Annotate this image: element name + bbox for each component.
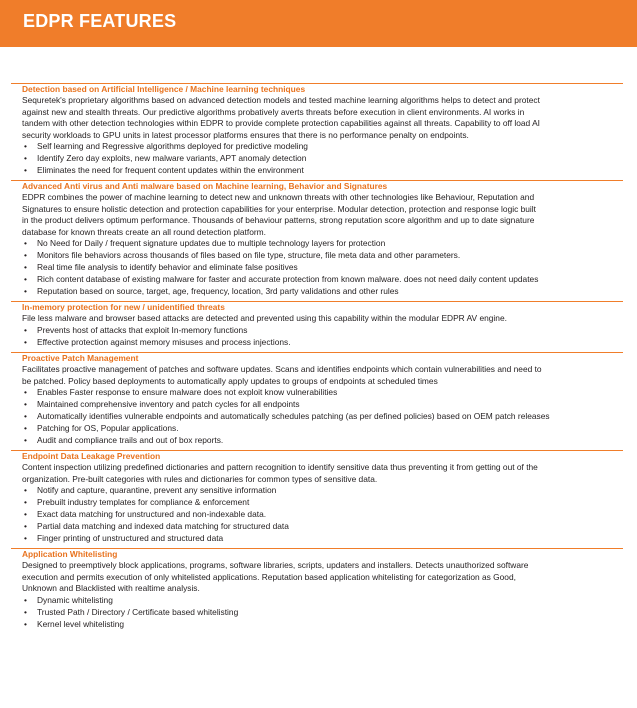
bullet-icon: • — [24, 422, 27, 433]
feature-section — [11, 450, 623, 544]
list-item — [22, 141, 623, 153]
bullet-text: Exact data matching for unstructured and non-indexable data. — [37, 509, 267, 520]
bullet-icon: • — [24, 520, 27, 531]
list-item — [22, 238, 623, 250]
bullet-icon: • — [24, 399, 27, 410]
list-item — [22, 521, 623, 533]
bullet-list — [22, 238, 623, 297]
bullet-icon: • — [24, 324, 27, 335]
bullet-text: Automatically identifies vulnerable endpoints and automatically schedules patching (as per defined policies) based on OEM patch releases — [37, 411, 550, 422]
bullet-icon: • — [24, 618, 27, 629]
section-title: Proactive Patch Management — [22, 353, 139, 364]
section-divider — [11, 548, 623, 549]
list-item — [22, 337, 623, 349]
section-title: Detection based on Artificial Intelligence / Machine learning techniques — [22, 84, 306, 94]
bullet-icon: • — [24, 509, 27, 520]
bullet-icon: • — [24, 238, 27, 249]
bullet-text: Patching for OS, Popular applications. — [37, 422, 179, 433]
bullet-text: Self learning and Regressive algorithms deployed for predictive modeling — [37, 141, 308, 151]
bullet-list — [22, 141, 623, 176]
section-divider — [11, 352, 623, 353]
bullet-icon: • — [24, 273, 27, 284]
bullet-text: Finger printing of unstructured and structured data — [37, 532, 224, 543]
list-item — [22, 250, 623, 262]
section-title: Advanced Anti virus and Anti malware based on Machine learning, Behavior and Signatures — [22, 181, 388, 192]
list-item — [22, 274, 623, 286]
list-item — [22, 485, 623, 497]
bullet-icon: • — [24, 532, 27, 543]
bullet-text: Prevents host of attacks that exploit In-memory functions — [37, 324, 248, 335]
section-paragraph: Facilitates proactive management of patches and software updates. Scans and identifies endpoints which contain vulnerabilities and need to be patched. Policy based deployments to automatically apply updates to groups of endpoints at scheduled times — [22, 364, 542, 386]
section-paragraph: Content inspection utilizing predefined dictionaries and pattern recognition to identify sensitive data thus preventing it from getting out of the organization. Pre-built categories with rules and dictionaries for common types of sensitive data. — [22, 462, 538, 484]
bullet-icon: • — [24, 336, 27, 347]
page-title: EDPR FEATURES — [23, 11, 177, 31]
bullet-icon: • — [24, 411, 27, 422]
bullet-text: Dynamic whitelisting — [37, 594, 113, 605]
section-title: Endpoint Data Leakage Prevention — [22, 451, 161, 462]
bullet-icon: • — [24, 497, 27, 508]
features-content — [11, 83, 623, 630]
bullet-text: Identify Zero day exploits, new malware variants, APT anomaly detection — [37, 152, 307, 163]
list-item — [22, 399, 623, 411]
list-item — [22, 153, 623, 165]
bullet-icon: • — [24, 594, 27, 605]
feature-section — [11, 301, 623, 348]
section-divider — [11, 301, 623, 302]
section-title: In-memory protection for new / unidentified threats — [22, 302, 225, 313]
list-item — [22, 262, 623, 274]
list-item — [22, 595, 623, 607]
list-item — [22, 423, 623, 435]
list-item — [22, 435, 623, 447]
section-paragraph: EDPR combines the power of machine learning to detect new and unknown threats with other technologies like Behaviour, Reputation and Signatures to ensure holistic detection and protection capabilities for your enterprise. Modular detection, protection and response logic built in the product delivers optimum performance. Thousands of behaviour patterns, strong reputation score algorithm and up to date signature database for known threats create an all round detection platform. — [22, 192, 536, 237]
bullet-list — [22, 325, 623, 349]
bullet-text: Reputation based on source, target, age, frequency, location, 3rd party validations and other rules — [37, 285, 399, 296]
bullet-text: Enables Faster response to ensure malware does not exploit know vulnerabilities — [37, 387, 338, 398]
list-item — [22, 497, 623, 509]
bullet-text: No Need for Daily / frequent signature updates due to multiple technology layers for protection — [37, 238, 386, 249]
bullet-text: Prebuilt industry templates for compliance & enforcement — [37, 497, 250, 508]
bullet-text: Eliminates the need for frequent content updates within the environment — [37, 164, 304, 175]
list-item — [22, 286, 623, 298]
feature-section — [11, 548, 623, 630]
header-banner — [0, 0, 637, 47]
list-item — [22, 411, 623, 423]
bullet-text: Real time file analysis to identify behavior and eliminate false positives — [37, 261, 298, 272]
bullet-list — [22, 485, 623, 544]
section-divider — [11, 83, 623, 84]
list-item — [22, 387, 623, 399]
bullet-icon: • — [24, 387, 27, 398]
bullet-icon: • — [24, 141, 27, 151]
bullet-text: Audit and compliance trails and out of box reports. — [37, 434, 224, 445]
section-divider — [11, 450, 623, 451]
section-title: Application Whitelisting — [22, 549, 118, 560]
bullet-icon: • — [24, 250, 27, 261]
bullet-text: Kernel level whitelisting — [37, 618, 125, 629]
bullet-text: Rich content database of existing malware for faster and accurate protection from known malware. does not need daily content updates — [37, 273, 539, 284]
feature-section — [11, 180, 623, 297]
list-item — [22, 325, 623, 337]
bullet-icon: • — [24, 434, 27, 445]
section-paragraph: File less malware and browser based attacks are detected and prevented using this capability within the modular EDPR AV engine. — [22, 313, 507, 324]
bullet-text: Trusted Path / Directory / Certificate based whitelisting — [37, 606, 239, 617]
section-divider — [11, 180, 623, 181]
list-item — [22, 533, 623, 545]
list-item — [22, 607, 623, 619]
feature-section — [11, 352, 623, 446]
bullet-icon: • — [24, 261, 27, 272]
bullet-icon: • — [24, 152, 27, 163]
bullet-text: Maintained comprehensive inventory and patch cycles for all endpoints — [37, 399, 300, 410]
bullet-text: Notify and capture, quarantine, prevent any sensitive information — [37, 485, 277, 496]
bullet-icon: • — [24, 164, 27, 175]
bullet-text: Effective protection against memory misuses and process injections. — [37, 336, 291, 347]
bullet-icon: • — [24, 606, 27, 617]
bullet-text: Partial data matching and indexed data matching for structured data — [37, 520, 289, 531]
list-item — [22, 165, 623, 177]
bullet-icon: • — [24, 285, 27, 296]
bullet-text: Monitors file behaviors across thousands of files based on file type, structure, file meta data and other parameters. — [37, 250, 461, 261]
bullet-list — [22, 387, 623, 446]
list-item — [22, 619, 623, 631]
bullet-list — [22, 595, 623, 630]
section-paragraph: Sequretek's proprietary algorithms based on advanced detection models and tested machine learning algorithms helps to detect and protect against new and stealth threats. Our predictive algorithms probatively averts threats before execution in client environments. AI works in tandem with other detection technologies within EDPR to provide complete protection capabilities against all threats. Capability to off load AI security workloads to GPU units in latest processor platforms ensures that there is no performance penalty on endpoints. — [22, 95, 540, 140]
list-item — [22, 509, 623, 521]
feature-section — [11, 83, 623, 176]
bullet-icon: • — [24, 485, 27, 496]
section-paragraph: Designed to preemptively block applications, programs, software libraries, scripts, updaters and installers. Detects unauthorized software execution and permits execution of only whitelisted applications. Reputation based application whitelisting for categorization as Good, Unknown and Blacklisted with realtime analysis. — [22, 560, 529, 594]
